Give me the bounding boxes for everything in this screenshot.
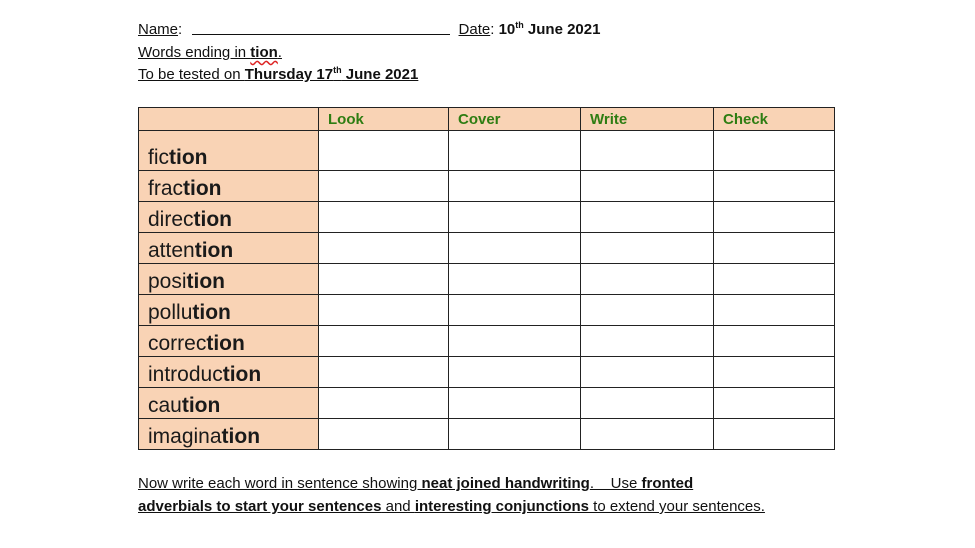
table-row: [139, 131, 835, 171]
check-cell[interactable]: [714, 357, 835, 388]
words-ending-text: [138, 44, 282, 61]
check-cell[interactable]: [714, 295, 835, 326]
instruction-line-2: [138, 498, 765, 516]
word-ending: tion: [183, 177, 222, 200]
instr-1b: neat joined handwriting: [421, 475, 590, 492]
write-cell[interactable]: [581, 131, 714, 171]
tested-text: [138, 66, 418, 83]
write-cell[interactable]: [581, 233, 714, 264]
name-date-line: [138, 21, 600, 39]
word-stem: imagina: [148, 425, 222, 448]
cover-cell[interactable]: [449, 388, 581, 419]
check-cell[interactable]: [714, 388, 835, 419]
word-stem: pollu: [148, 301, 193, 324]
look-cell[interactable]: [319, 419, 449, 450]
table-row: [139, 388, 835, 419]
table-row: [139, 264, 835, 295]
word-stem: frac: [148, 177, 184, 200]
table-row: [139, 202, 835, 233]
tested-suffix: th: [333, 65, 342, 75]
look-cell[interactable]: [319, 233, 449, 264]
word-column-header: [139, 108, 319, 131]
check-cell[interactable]: [714, 171, 835, 202]
write-cell[interactable]: [581, 357, 714, 388]
check-cell[interactable]: [714, 419, 835, 450]
word-ending: tion: [181, 394, 221, 417]
name-colon: :: [178, 21, 183, 38]
date-colon: :: [490, 21, 495, 38]
word-ending: tion: [194, 239, 234, 262]
look-cell[interactable]: [319, 202, 449, 233]
spelling-word-cell: [139, 357, 319, 388]
instr-2b: and: [381, 498, 415, 515]
date-rest: June 2021: [523, 21, 601, 38]
cover-cell[interactable]: [449, 171, 581, 202]
name-blank-line[interactable]: [192, 21, 450, 35]
table-row: [139, 419, 835, 450]
date-suffix: th: [515, 20, 524, 30]
cover-cell[interactable]: [449, 295, 581, 326]
look-cell[interactable]: [319, 295, 449, 326]
spelling-word-cell: [139, 264, 319, 295]
tested-rest: June 2021: [341, 66, 419, 83]
word-stem: introduc: [148, 363, 223, 386]
tested-day: Thursday 17: [244, 66, 334, 83]
cover-cell[interactable]: [449, 264, 581, 295]
write-cell[interactable]: [581, 171, 714, 202]
write-cell[interactable]: [581, 419, 714, 450]
instr-2d: to extend your sentences.: [589, 498, 765, 515]
cover-cell[interactable]: [449, 419, 581, 450]
table-row: [139, 357, 835, 388]
name-label: Name: [138, 21, 179, 38]
table-row: [139, 295, 835, 326]
look-cell[interactable]: [319, 388, 449, 419]
check-cell[interactable]: [714, 131, 835, 171]
word-stem: cau: [148, 394, 182, 417]
spelling-word-cell: [139, 295, 319, 326]
spelling-word-cell: [139, 419, 319, 450]
instr-2a: adverbials to start your sentences: [138, 498, 382, 515]
cover-cell[interactable]: [449, 233, 581, 264]
write-column-header: Write: [581, 108, 714, 131]
words-ending: tion: [250, 44, 278, 61]
look-cover-write-check-table: [138, 107, 835, 450]
word-ending: tion: [222, 363, 262, 386]
cover-cell[interactable]: [449, 131, 581, 171]
look-cell[interactable]: [319, 131, 449, 171]
write-cell[interactable]: [581, 202, 714, 233]
date-value: [499, 21, 601, 38]
write-cell[interactable]: [581, 388, 714, 419]
word-ending: tion: [186, 270, 226, 293]
word-ending: tion: [221, 425, 261, 448]
word-ending: tion: [193, 208, 233, 231]
word-stem: correc: [148, 332, 207, 355]
write-cell[interactable]: [581, 326, 714, 357]
look-cell[interactable]: [319, 326, 449, 357]
instr-1d: fronted: [641, 475, 694, 492]
date-label: Date: [458, 21, 491, 38]
word-stem: direc: [148, 208, 194, 231]
word-ending: tion: [206, 332, 245, 355]
word-stem: fic: [148, 146, 169, 169]
tested-on-line: [138, 66, 418, 84]
spelling-word-cell: [139, 171, 319, 202]
instruction-line-1: [138, 475, 693, 493]
word-ending: tion: [169, 146, 208, 169]
instr-2c: interesting conjunctions: [414, 498, 589, 515]
tested-prefix: To be tested on: [138, 66, 245, 83]
check-cell[interactable]: [714, 233, 835, 264]
word-ending: tion: [192, 301, 231, 324]
look-cell[interactable]: [319, 264, 449, 295]
spelling-word-cell: [139, 131, 319, 171]
check-cell[interactable]: [714, 326, 835, 357]
spelling-word-cell: [139, 388, 319, 419]
look-cell[interactable]: [319, 357, 449, 388]
word-stem: posi: [148, 270, 187, 293]
table-row: [139, 171, 835, 202]
words-period: .: [277, 44, 282, 61]
cover-cell[interactable]: [449, 357, 581, 388]
spelling-word-cell: [139, 202, 319, 233]
write-cell[interactable]: [581, 264, 714, 295]
spelling-word-cell: [139, 326, 319, 357]
words-ending-line: [138, 44, 282, 62]
instr-1c: . Use: [589, 475, 642, 492]
date-day: 10: [498, 21, 516, 38]
check-cell[interactable]: [714, 202, 835, 233]
check-cell[interactable]: [714, 264, 835, 295]
word-stem: atten: [148, 239, 195, 262]
spelling-word-cell: [139, 233, 319, 264]
table-row: [139, 233, 835, 264]
words-prefix: Words ending in: [138, 44, 251, 61]
check-column-header: Check: [714, 108, 835, 131]
cover-cell[interactable]: [449, 202, 581, 233]
table-header-row: [139, 108, 835, 131]
instr-1a: Now write each word in sentence showing: [138, 475, 422, 492]
cover-cell[interactable]: [449, 326, 581, 357]
write-cell[interactable]: [581, 295, 714, 326]
cover-column-header: Cover: [449, 108, 581, 131]
look-column-header: Look: [319, 108, 449, 131]
look-cell[interactable]: [319, 171, 449, 202]
table-row: [139, 326, 835, 357]
